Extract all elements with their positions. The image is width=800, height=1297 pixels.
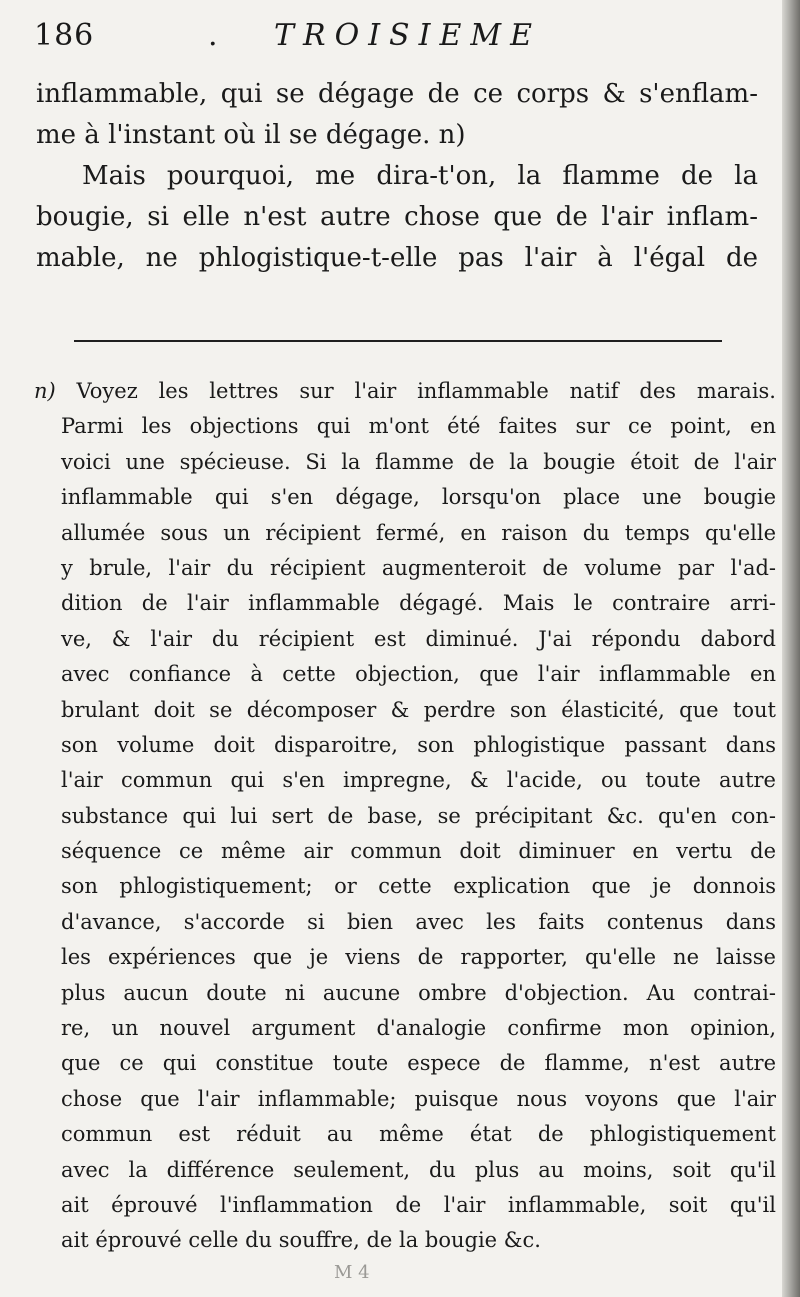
footnote-line: son volume doit disparoitre, son phlogistique passant dans xyxy=(61,732,776,757)
footnote-line: commun est réduit au même état de phlogistiquement xyxy=(61,1122,776,1147)
footnote xyxy=(34,374,776,1259)
footnote-line: d'avance, s'accorde si bien avec les faits contenus dans xyxy=(61,909,776,934)
page-binding-shadow xyxy=(782,0,800,1297)
footnote-line: substance qui lui sert de base, se précipitant &c. qu'en con- xyxy=(61,803,776,828)
catchword: M 4 xyxy=(334,1262,370,1283)
footnote-line: avec la différence seulement, du plus au moins, soit qu'il xyxy=(61,1157,776,1182)
footnote-line xyxy=(34,374,776,409)
footnote-line: voici une spécieuse. Si la flamme de la bougie étoit de l'air xyxy=(61,449,776,474)
footnote-line-text: Voyez les lettres sur l'air inflammable natif des marais. xyxy=(76,379,776,403)
page-header xyxy=(34,14,774,58)
footnote-line: y brule, l'air du récipient augmenteroit de volume par l'ad- xyxy=(61,555,776,580)
footnote-line: avec confiance à cette objection, que l'air inflammable en xyxy=(61,662,776,687)
main-text-line: bougie, si elle n'est autre chose que de l'air inflam- xyxy=(36,202,758,232)
footnote-line: ait éprouvé celle du souffre, de la bougie &c. xyxy=(61,1228,541,1253)
footnote-line: ait éprouvé l'inflammation de l'air inflammable, soit qu'il xyxy=(61,1192,776,1217)
footnote-line: allumée sous un récipient fermé, en raison du temps qu'elle xyxy=(61,520,776,545)
footnote-line: chose que l'air inflammable; puisque nous voyons que l'air xyxy=(61,1086,776,1111)
main-text xyxy=(36,74,758,279)
main-text-line: Mais pourquoi, me dira-t'on, la flamme de la xyxy=(82,161,758,191)
footnote-line: re, un nouvel argument d'analogie confirme mon opinion, xyxy=(61,1016,776,1041)
footnote-line: inflammable qui s'en dégage, lorsqu'on place une bougie xyxy=(61,485,776,510)
footnote-line: ve, & l'air du récipient est diminué. J'ai répondu dabord xyxy=(61,626,776,651)
running-title: TROISIEME xyxy=(274,18,541,53)
footnote-line: que ce qui constitue toute espece de flamme, n'est autre xyxy=(61,1051,776,1076)
main-text-line: me à l'instant où il se dégage. n) xyxy=(36,120,466,150)
footnote-line: dition de l'air inflammable dégagé. Mais le contraire arri- xyxy=(61,591,776,616)
footnote-divider xyxy=(74,340,722,342)
footnote-line: son phlogistiquement; or cette explication que je donnois xyxy=(61,874,776,899)
footnote-line: les expériences que je viens de rapporter, qu'elle ne laisse xyxy=(61,945,776,970)
page-number: 186 xyxy=(34,18,95,53)
footnote-marker: n) xyxy=(34,379,56,403)
footnote-line: l'air commun qui s'en impregne, & l'acide, ou toute autre xyxy=(61,768,776,793)
footnote-line: plus aucun doute ni aucune ombre d'objection. Au contrai- xyxy=(61,980,776,1005)
main-text-line: mable, ne phlogistique-t-elle pas l'air à l'égal de xyxy=(36,243,758,273)
footnote-line: séquence ce même air commun doit diminuer en vertu de xyxy=(61,839,776,864)
header-separator: . xyxy=(208,18,218,53)
footnote-line: brulant doit se décomposer & perdre son élasticité, que tout xyxy=(61,697,776,722)
footnote-line: Parmi les objections qui m'ont été faites sur ce point, en xyxy=(61,414,776,439)
main-text-line: inflammable, qui se dégage de ce corps & s'enflam- xyxy=(36,79,758,109)
